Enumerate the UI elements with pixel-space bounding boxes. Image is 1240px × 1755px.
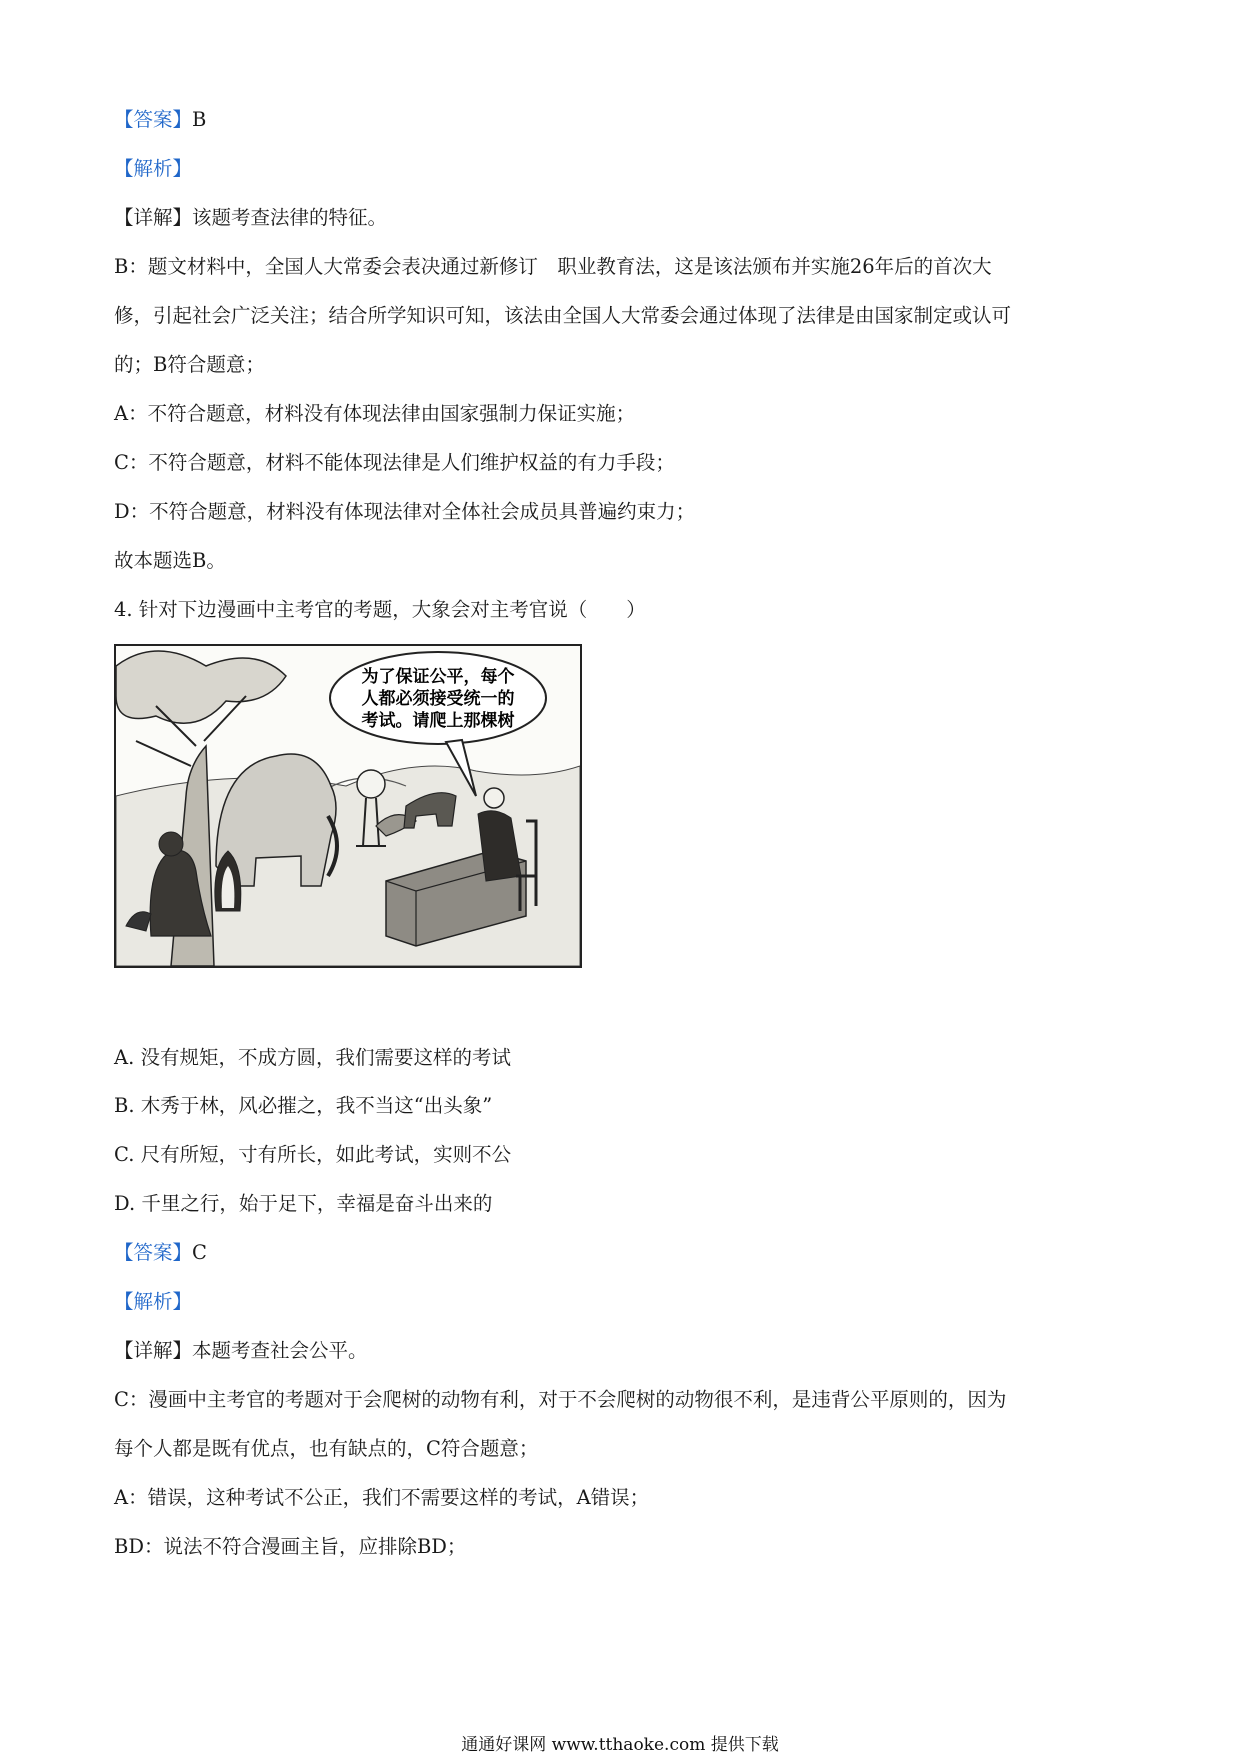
q4-detail: 【详解】本题考查社会公平。 <box>114 1339 368 1362</box>
cartoon-drawing <box>116 646 580 966</box>
page-footer: 通通好课网 www.tthaoke.com 提供下载 <box>461 1735 779 1755</box>
speech-line-3: 考试。请爬上那棵树 <box>361 711 515 731</box>
q4-choice-c: C. 尺有所短，寸有所长，如此考试，实则不公 <box>114 1143 512 1166</box>
q3-para-b-line-1: B：题文材料中，全国人大常委会表决通过新修订 职业教育法，这是该法颁布并实施26年后的首次大 <box>114 255 992 278</box>
q3-option-a: A：不符合题意，材料没有体现法律由国家强制力保证实施； <box>114 402 636 425</box>
q4-stem: 4. 针对下边漫画中主考官的考题，大象会对主考官说（ ） <box>114 598 646 621</box>
q4-choice-a: A. 没有规矩，不成方圆，我们需要这样的考试 <box>114 1046 511 1069</box>
q4-choice-b: B. 木秀于林，风必摧之，我不当这“出头象” <box>114 1094 493 1117</box>
q3-detail: 【详解】该题考查法律的特征。 <box>114 206 388 229</box>
q3-para-b-line-3: 的；B符合题意； <box>114 353 265 376</box>
examiner-head <box>484 788 504 808</box>
answer-value: C <box>192 1241 207 1264</box>
speech-line-2: 人都必须接受统一的 <box>361 689 515 709</box>
q4-option-a: A：错误，这种考试不公正，我们不需要这样的考试，A错误； <box>114 1486 650 1509</box>
q4-answer <box>114 1239 207 1267</box>
speech-line-1: 为了保证公平，每个 <box>361 667 515 687</box>
tree-canopy <box>116 651 286 723</box>
q3-conclusion: 故本题选B。 <box>114 549 226 572</box>
q4-para-c-line-1: C：漫画中主考官的考题对于会爬树的动物有利，对于不会爬树的动物很不利，是违背公平原则的，因为 <box>114 1388 1007 1411</box>
q3-option-c: C：不符合题意，材料不能体现法律是人们维护权益的有力手段； <box>114 451 675 474</box>
fishbowl <box>357 770 385 798</box>
q4-choice-d: D. 千里之行，始于足下，幸福是奋斗出来的 <box>114 1192 493 1215</box>
q4-para-c-line-2: 每个人都是既有优点，也有缺点的，C符合题意； <box>114 1437 539 1460</box>
q3-answer <box>114 106 206 134</box>
answer-value: B <box>192 108 207 131</box>
answer-tag: 【答案】 <box>114 1241 193 1264</box>
q3-analysis-tag: 【解析】 <box>114 157 193 180</box>
q4-option-bd: BD：说法不符合漫画主旨，应排除BD； <box>114 1535 467 1558</box>
q3-option-d: D：不符合题意，材料没有体现法律对全体社会成员具普遍约束力； <box>114 500 696 523</box>
q4-analysis-tag: 【解析】 <box>114 1290 193 1313</box>
q3-para-b-line-2: 修，引起社会广泛关注；结合所学知识可知，该法由全国人大常委会通过体现了法律是由国家制定或认可 <box>114 304 1012 327</box>
cartoon-image <box>114 644 582 968</box>
answer-tag: 【答案】 <box>114 108 193 131</box>
